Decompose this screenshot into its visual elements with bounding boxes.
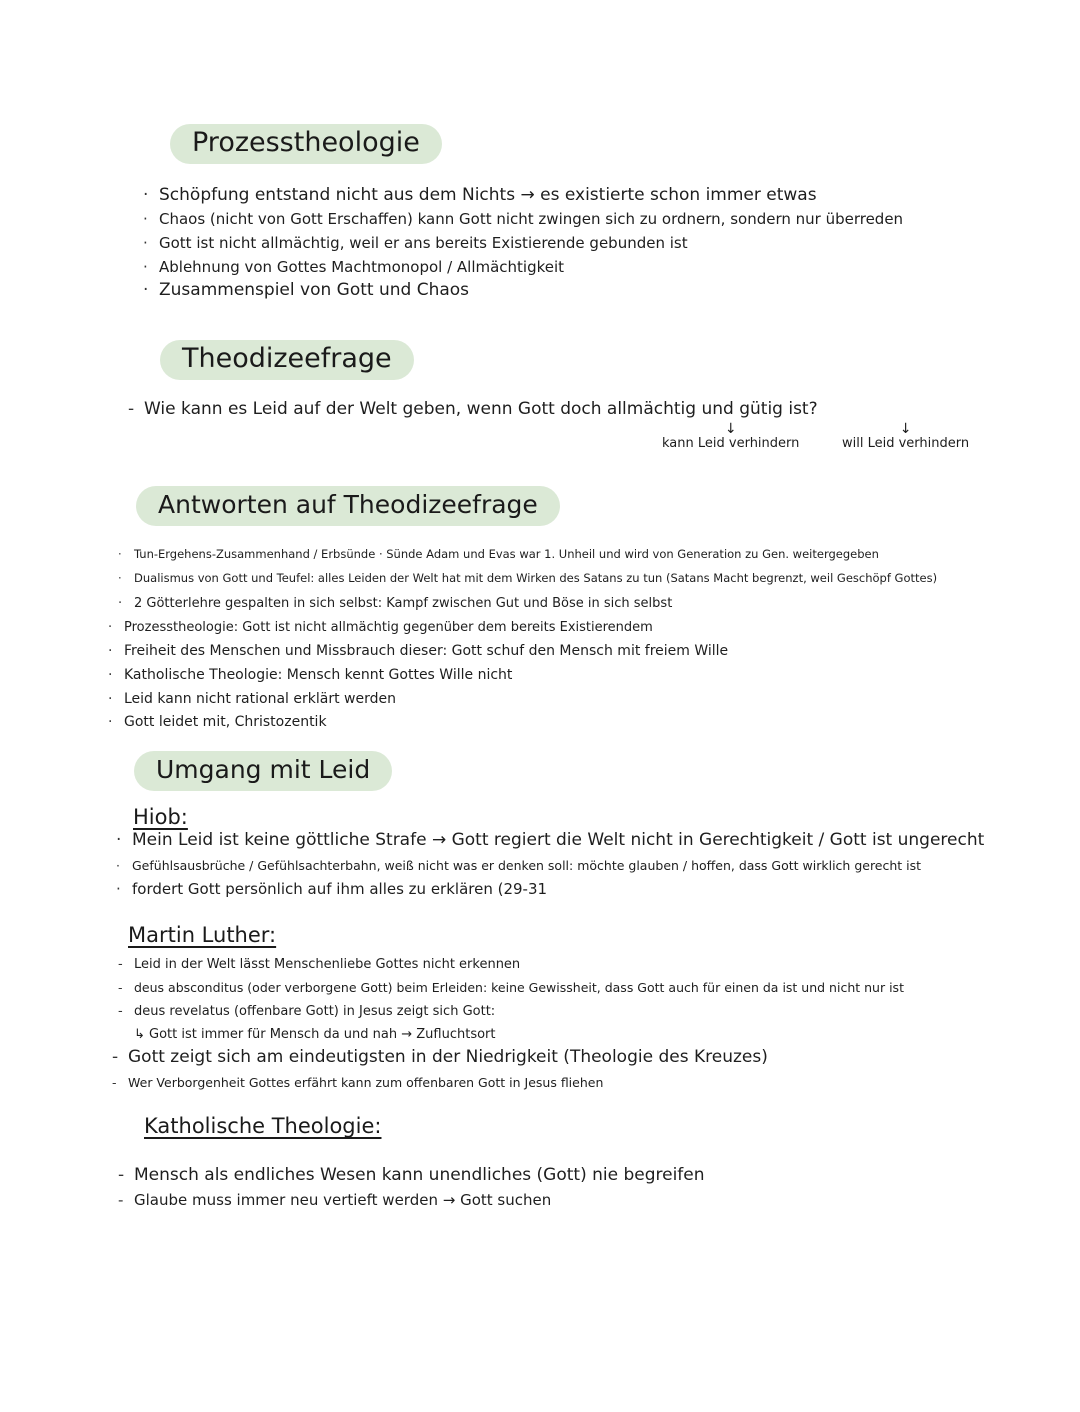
antwort-item: · Prozesstheologie: Gott ist nicht allmächtig gegenüber dem bereits Existierendem (108, 620, 653, 635)
bullet-dash-icon: - (112, 1075, 117, 1090)
prozess-item: · Ablehnung von Gottes Machtmonopol / Allmächtigkeit (143, 258, 565, 276)
prozess-item: · Zusammenspiel von Gott und Chaos (143, 280, 470, 300)
luther-item: - deus revelatus (offenbare Gott) in Jesus zeigt sich Gott: (118, 1004, 496, 1019)
heading-prozesstheologie: Prozesstheologie (170, 124, 442, 164)
luther-item: ↳ Gott ist immer für Mensch da und nah → Zufluchtsort (134, 1027, 496, 1042)
katholisch-item: - Glaube muss immer neu vertieft werden → Gott suchen (118, 1191, 552, 1209)
annotation-allmaechtig: ↓ kann Leid verhindern (662, 421, 800, 451)
bullet-dot-icon: · (143, 258, 148, 276)
bullet-dot-icon: · (108, 714, 113, 730)
subheading-hiob: Hiob: (133, 805, 188, 829)
luther-item: - Leid in der Welt lässt Menschenliebe Gottes nicht erkennen (118, 957, 521, 972)
subheading-martin-luther: Martin Luther: (128, 923, 277, 947)
bullet-dot-icon: · (143, 234, 148, 252)
bullet-dash-icon: - (118, 1004, 123, 1019)
bullet-dash-icon: - (118, 1165, 125, 1185)
prozess-item: · Chaos (nicht von Gott Erschaffen) kann Gott nicht zwingen sich zu ordnern, sondern nur überreden (143, 210, 904, 228)
bullet-dot-icon: · (108, 643, 113, 659)
prozess-item: · Schöpfung entstand nicht aus dem Nichts → es existierte schon immer etwas (143, 185, 817, 205)
bullet-dot-icon: · (116, 880, 121, 898)
annotation-guetig: ↓ will Leid verhindern (842, 421, 970, 451)
bullet-dot-icon: · (116, 858, 120, 873)
arrow-down-icon: ↓ (724, 421, 737, 437)
antwort-item: · Gott leidet mit, Christozentik (108, 714, 327, 730)
bullet-dot-icon: · (118, 596, 123, 611)
subheading-katholische-theologie: Katholische Theologie: (144, 1114, 382, 1138)
hiob-item: · fordert Gott persönlich auf ihm alles zu erklären (29-31 (116, 880, 548, 898)
arrow-down-icon: ↓ (899, 421, 912, 437)
bullet-dash-icon: - (118, 957, 123, 972)
katholisch-item: - Mensch als endliches Wesen kann unendliches (Gott) nie begreifen (118, 1165, 705, 1185)
antwort-item: · Tun-Ergehens-Zusammenhand / Erbsünde · Sünde Adam und Evas war 1. Unheil und wird von Generation zu Gen. weitergegeben (118, 545, 879, 564)
heading-umgang-mit-leid: Umgang mit Leid (134, 751, 392, 791)
heading-theodizeefrage: Theodizeefrage (160, 340, 414, 380)
hiob-item: · Gefühlsausbrüche / Gefühlsachterbahn, weiß nicht was er denken soll: möchte glauben / hoffen, dass Gott wirklich gerecht ist (116, 858, 922, 873)
bullet-dot-icon: · (108, 667, 113, 683)
luther-item: - Gott zeigt sich am eindeutigsten in der Niedrigkeit (Theologie des Kreuzes) (112, 1047, 768, 1067)
antwort-item: · Dualismus von Gott und Teufel: alles Leiden der Welt hat mit dem Wirken des Satans zu tun (Satans Macht begrenzt, weil Geschöpf Gottes) (118, 569, 937, 588)
bullet-dot-icon: · (116, 830, 122, 850)
theodizee-question: - Wie kann es Leid auf der Welt geben, wenn Gott doch allmächtig und gütig ist? (128, 399, 818, 419)
antwort-item: · Leid kann nicht rational erklärt werden (108, 691, 396, 707)
bullet-dot-icon: · (143, 185, 149, 205)
antwort-item: · Katholische Theologie: Mensch kennt Gottes Wille nicht (108, 667, 513, 683)
bullet-dot-icon: · (118, 547, 122, 561)
heading-antworten: Antworten auf Theodizeefrage (136, 486, 560, 526)
antwort-item: · Freiheit des Menschen und Missbrauch dieser: Gott schuf den Mensch mit freiem Wille (108, 643, 729, 659)
bullet-dash-icon: - (128, 399, 135, 419)
luther-item: - deus absconditus (oder verborgene Gott) beim Erleiden: keine Gewissheit, dass Gott auch für einen da ist und nicht nur ist (118, 980, 904, 995)
bullet-dash-icon: - (112, 1047, 119, 1067)
bullet-dot-icon: · (108, 691, 113, 707)
bullet-dot-icon: · (143, 280, 149, 300)
prozess-item: · Gott ist nicht allmächtig, weil er ans bereits Existierende gebunden ist (143, 234, 688, 252)
bullet-dash-icon: - (118, 980, 123, 995)
hiob-item: · Mein Leid ist keine göttliche Strafe → Gott regiert die Welt nicht in Gerechtigkeit / Gott ist ungerecht (116, 830, 985, 850)
antwort-item: · 2 Götterlehre gespalten in sich selbst: Kampf zwischen Gut und Böse in sich selbst (118, 596, 673, 611)
bullet-dot-icon: · (143, 210, 148, 228)
bullet-dot-icon: · (118, 571, 122, 585)
bullet-dash-icon: - (118, 1191, 124, 1209)
bullet-dot-icon: · (108, 620, 113, 635)
luther-item: - Wer Verborgenheit Gottes erfährt kann zum offenbaren Gott in Jesus fliehen (112, 1075, 604, 1090)
